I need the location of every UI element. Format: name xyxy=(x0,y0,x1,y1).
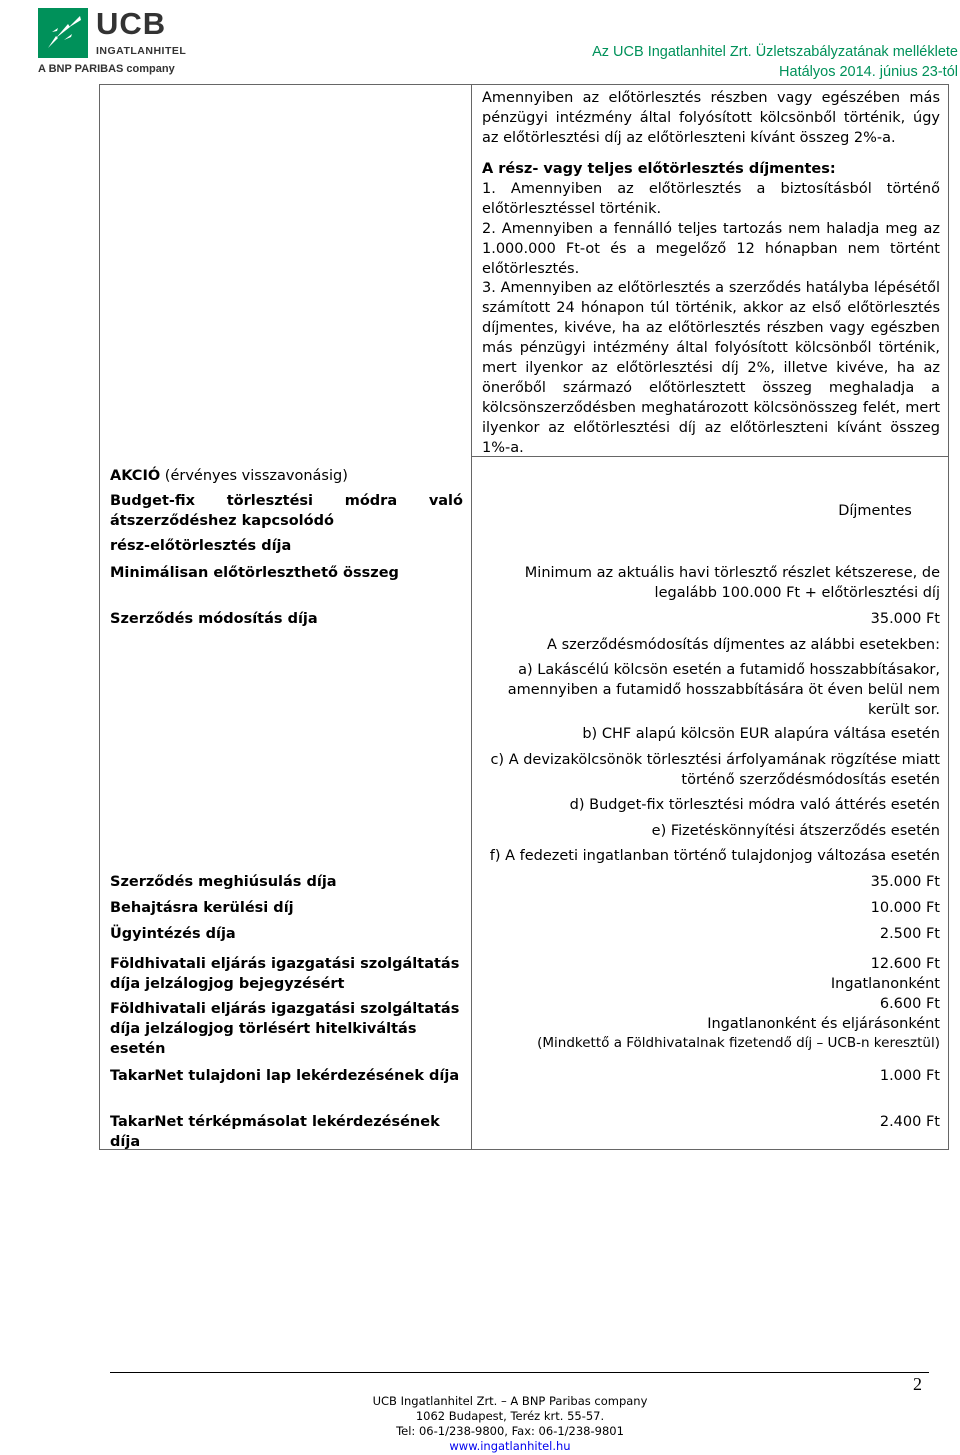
fee-value-takarnet-title-deed: 1.000 Ft xyxy=(879,1068,940,1084)
validity-date: Hatályos 2014. június 23-tól xyxy=(779,64,958,80)
document-title: Az UCB Ingatlanhitel Zrt. Üzletszabályzatának melléklete xyxy=(592,44,958,60)
fee-label-takarnet-title-deed: TakarNet tulajdoni lap lekérdezésének díja xyxy=(110,1068,460,1084)
footer-divider xyxy=(110,1372,929,1373)
fee-value-administration: 2.500 Ft xyxy=(879,926,940,942)
prepay-free-title: A rész- vagy teljes előtörlesztés díjmentes: xyxy=(482,161,836,177)
modification-case-a: a) Lakáscélú kölcsön esetén a futamidő hosszabbításakor, amennyiben a futamidő hosszabbítására öt éven belül nem került sor. xyxy=(507,662,940,718)
action-item-1-value: Díjmentes xyxy=(838,503,912,519)
prepay-intro: Amennyiben az előtörlesztés részben vagy egészében más pénzügyi intézmény által folyósított kölcsönből történik, úgy az előtörlesztési díj az előtörleszteni kívánt összeg 2%-a. xyxy=(482,90,940,146)
fee-value-mortgage-deletion: 6.600 Ft xyxy=(879,996,940,1012)
fee-value-collection: 10.000 Ft xyxy=(870,900,940,916)
page-number: 2 xyxy=(913,1374,922,1394)
action-label xyxy=(110,466,465,486)
action-label-rest: (érvényes visszavonásig) xyxy=(160,468,348,484)
column-divider xyxy=(471,84,472,1150)
bnp-stars-icon xyxy=(38,8,88,58)
prepay-case-1: 1. Amennyiben az előtörlesztés a biztosításból történő előtörlesztéssel történik. xyxy=(482,181,940,217)
modification-case-c: c) A devizakölcsönök törlesztési árfolyamának rögzítése miatt történő szerződésmódosítás esetén xyxy=(490,752,940,788)
footer-address: 1062 Budapest, Teréz krt. 55-57. xyxy=(415,1409,605,1423)
action-item-1b: rész-előtörlesztés díja xyxy=(110,538,292,554)
footer-website[interactable] xyxy=(0,1439,960,1454)
fee-unit-mortgage-deletion: Ingatlanonként és eljárásonként xyxy=(707,1016,940,1032)
fee-value-takarnet-map: 2.400 Ft xyxy=(879,1114,940,1130)
modification-case-b: b) CHF alapú kölcsön EUR alapúra váltása esetén xyxy=(582,726,940,742)
fee-label-collection: Behajtásra kerülési díj xyxy=(110,900,294,916)
fee-value-cancellation: 35.000 Ft xyxy=(870,874,940,890)
logo-bnp-text: A BNP PARIBAS company xyxy=(38,63,175,75)
modification-case-f: f) A fedezeti ingatlanban történő tulajdonjog változása esetén xyxy=(489,848,940,864)
prepay-case-2: 2. Amennyiben a fennálló teljes tartozás nem haladja meg az 1.000.000 Ft-ot és a megelőző 12 hónapban nem történt előtörlesztés. xyxy=(482,221,940,277)
action-item-1: Budget-fix törlesztési módra való átszerződéshez kapcsolódó xyxy=(110,493,463,529)
footer-phone: Tel: 06-1/238-9800, Fax: 06-1/238-9801 xyxy=(396,1424,624,1438)
fee-value-mortgage-registration: 12.600 Ft xyxy=(870,956,940,972)
modification-free-note: A szerződésmódosítás díjmentes az alábbi esetekben: xyxy=(547,637,940,653)
prepay-case-3: 3. Amennyiben az előtörlesztés a szerződés hatályba lépésétől számított 24 hónapon túl történik, akkor az első előtörlesztés díjmentes, kivéve, ha az előtörlesztés részben vagy egészben más pénzügyi intézmény által folyósított kölcsönből történik, mert ilyenkor az előtörlesztési díj 2%, illetve kivéve, ha az önerőből származó előtörlesztett összeg meghaladja a kölcsönszerződésben meghatározott kölcsönösszeg felét, mert ilyenkor az előtörlesztési díj az előtörleszteni kívánt összeg 1%-a. xyxy=(482,280,940,456)
fee-label-cancellation: Szerződés meghiúsulás díja xyxy=(110,874,337,890)
ucb-logo xyxy=(38,8,198,74)
action-label-bold: AKCIÓ xyxy=(110,468,161,484)
fee-note-mortgage-deletion: (Mindkettő a Földhivatalnak fizetendő díj – UCB-n keresztül) xyxy=(537,1035,940,1051)
fee-label-administration: Ügyintézés díja xyxy=(110,926,236,942)
logo-subtitle: INGATLANHITEL xyxy=(96,45,187,57)
logo-name: UCB xyxy=(96,6,167,41)
action-item-2: Minimálisan előtörleszthető összeg xyxy=(110,565,399,581)
fee-label-mortgage-deletion: Földhivatali eljárás igazgatási szolgáltatás díja jelzálogjog törlésért hitelkiváltás esetén xyxy=(110,1001,460,1057)
website-link[interactable]: www.ingatlanhitel.hu xyxy=(449,1439,571,1453)
modification-case-d: d) Budget-fix törlesztési módra való áttérés esetén xyxy=(569,797,940,813)
action-item-2-value: Minimum az aktuális havi törlesztő részlet kétszerese, de legalább 100.000 Ft + előtörlesztési díj xyxy=(524,565,940,601)
fee-label-takarnet-map: TakarNet térképmásolat lekérdezésének díja xyxy=(110,1114,440,1150)
modification-fee: 35.000 Ft xyxy=(870,611,940,627)
fee-unit-mortgage-registration: Ingatlanonként xyxy=(830,976,940,992)
footer-company: UCB Ingatlanhitel Zrt. – A BNP Paribas company xyxy=(372,1394,648,1408)
modification-label: Szerződés módosítás díja xyxy=(110,611,318,627)
modification-case-e: e) Fizetéskönnyítési átszerződés esetén xyxy=(651,823,940,839)
fee-label-mortgage-registration: Földhivatali eljárás igazgatási szolgáltatás díja jelzálogjog bejegyzésért xyxy=(110,956,460,992)
